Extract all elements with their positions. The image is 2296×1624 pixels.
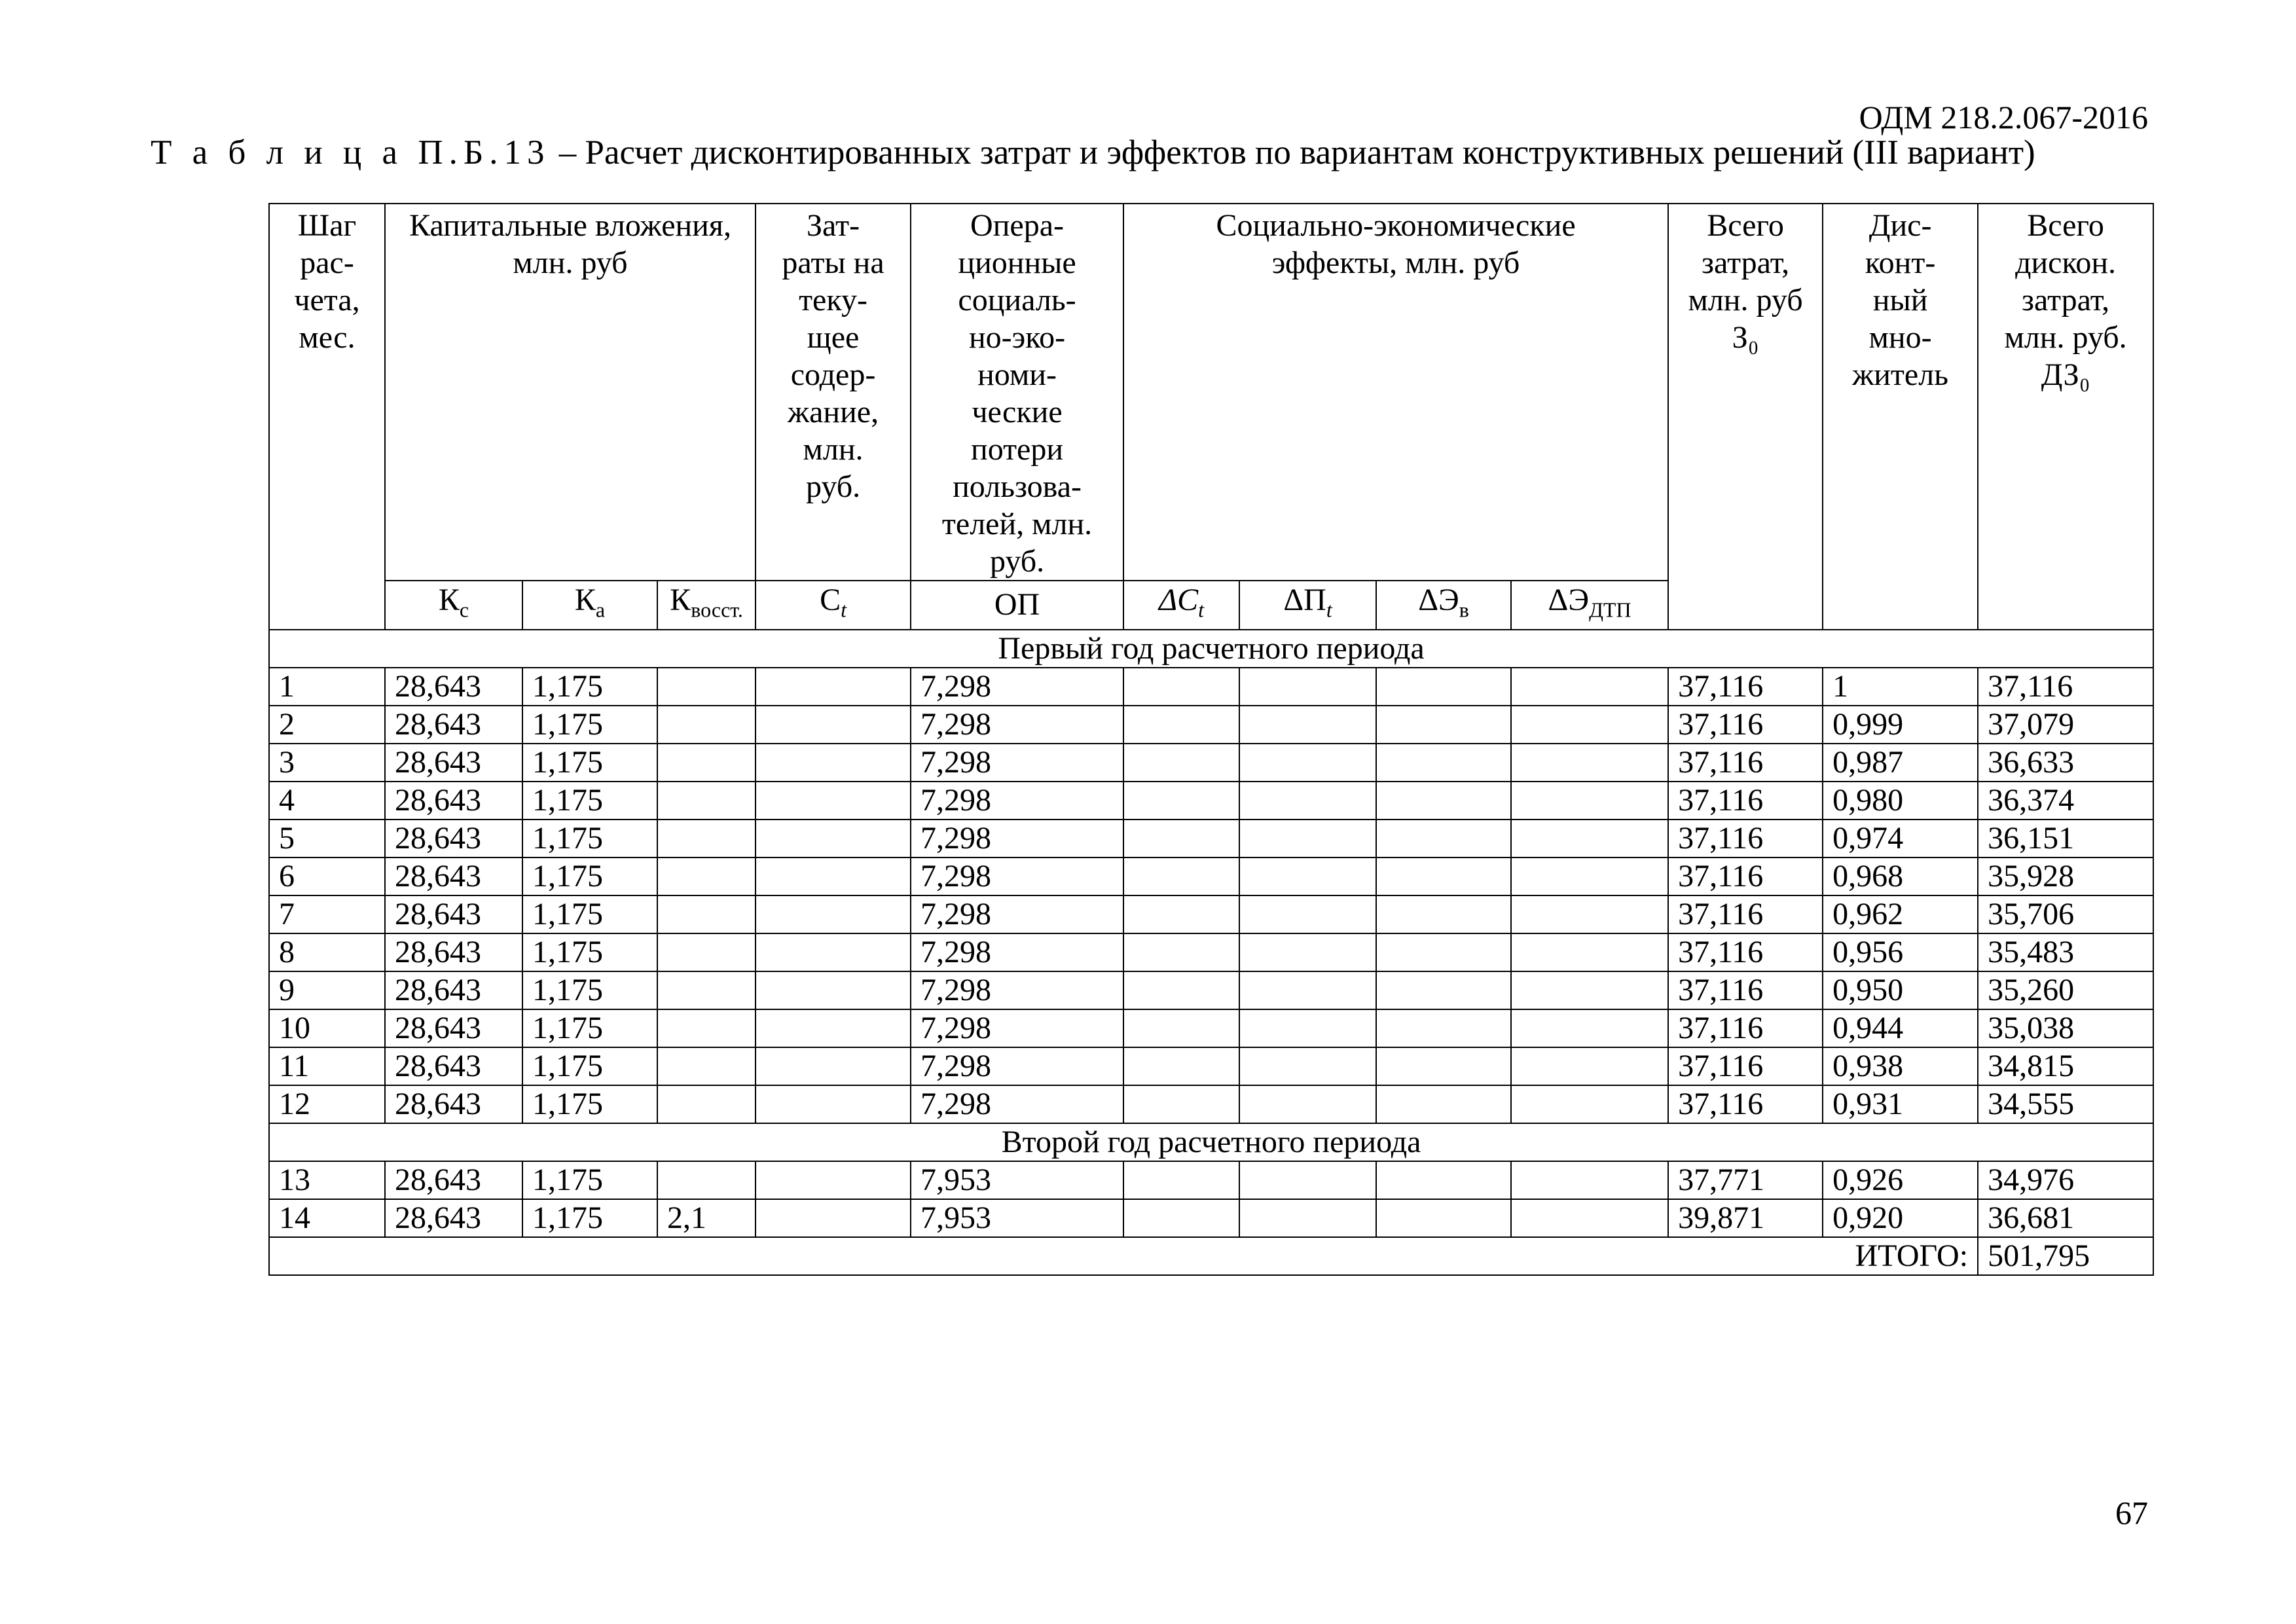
cell-ka: 1,175 bbox=[522, 857, 657, 895]
cell-empty bbox=[1511, 933, 1668, 971]
cell-df: 0,962 bbox=[1823, 895, 1978, 933]
cell-empty bbox=[1123, 782, 1239, 820]
cell-step: 10 bbox=[269, 1009, 385, 1047]
cell-dz0: 36,151 bbox=[1978, 820, 2153, 857]
header-line: Социально-экономические bbox=[1216, 208, 1576, 243]
cell-z0: 37,116 bbox=[1668, 744, 1823, 782]
cell-empty bbox=[1376, 933, 1511, 971]
cell-empty bbox=[1239, 820, 1376, 857]
cell-empty bbox=[1123, 933, 1239, 971]
cell-z0: 37,116 bbox=[1668, 668, 1823, 706]
cell-step: 5 bbox=[269, 820, 385, 857]
cell-empty bbox=[1511, 706, 1668, 744]
header-line: но-эко- bbox=[968, 320, 1066, 355]
cell-empty bbox=[1239, 1161, 1376, 1199]
total-row bbox=[269, 1237, 2153, 1275]
table-body bbox=[269, 630, 2153, 1275]
header-line: Всего bbox=[1707, 208, 1784, 243]
cell-z0: 37,116 bbox=[1668, 895, 1823, 933]
cell-kc: 28,643 bbox=[385, 857, 522, 895]
header-line: руб. bbox=[989, 544, 1045, 579]
cell-empty bbox=[1239, 668, 1376, 706]
cell-op: 7,298 bbox=[911, 820, 1123, 857]
cell-op: 7,298 bbox=[911, 706, 1123, 744]
header-line: Капитальные вложения, bbox=[409, 208, 731, 243]
cell-ct bbox=[756, 1085, 911, 1123]
header-line: Шаг bbox=[297, 208, 357, 243]
cell-empty bbox=[1376, 1199, 1511, 1237]
cell-empty bbox=[1239, 1009, 1376, 1047]
header-line: чета, bbox=[294, 283, 360, 317]
cell-empty bbox=[1123, 857, 1239, 895]
cell-step: 7 bbox=[269, 895, 385, 933]
cell-ct bbox=[756, 668, 911, 706]
cell-ka: 1,175 bbox=[522, 1009, 657, 1047]
cell-z0: 37,116 bbox=[1668, 1009, 1823, 1047]
cell-dz0: 35,483 bbox=[1978, 933, 2153, 971]
cell-empty bbox=[1376, 668, 1511, 706]
header-line: млн. руб bbox=[513, 245, 628, 280]
table-row bbox=[269, 857, 2153, 895]
cell-empty bbox=[1123, 668, 1239, 706]
cell-kv bbox=[657, 1085, 756, 1123]
cell-op: 7,298 bbox=[911, 895, 1123, 933]
cell-kv bbox=[657, 706, 756, 744]
cell-empty bbox=[1123, 706, 1239, 744]
subheader-delta-ev: $\Delta Э_в$ bbox=[1376, 581, 1511, 630]
cell-ct bbox=[756, 895, 911, 933]
cell-ct bbox=[756, 782, 911, 820]
cell-op: 7,298 bbox=[911, 857, 1123, 895]
table-row bbox=[269, 971, 2153, 1009]
cell-kc: 28,643 bbox=[385, 1085, 522, 1123]
subheader-delta-pt: $\Delta П_t$ bbox=[1239, 581, 1376, 630]
header-step bbox=[269, 204, 385, 630]
cell-ct bbox=[756, 820, 911, 857]
cell-kc: 28,643 bbox=[385, 820, 522, 857]
cell-kc: 28,643 bbox=[385, 1199, 522, 1237]
cell-kv bbox=[657, 1009, 756, 1047]
cell-empty bbox=[1376, 820, 1511, 857]
cell-step: 4 bbox=[269, 782, 385, 820]
subheader-ka: $К_а$ bbox=[522, 581, 657, 630]
cell-kv bbox=[657, 1047, 756, 1085]
cell-z0: 37,116 bbox=[1668, 782, 1823, 820]
subheader-ct: $С_t$ bbox=[756, 581, 911, 630]
cell-ct bbox=[756, 1047, 911, 1085]
cell-df: 0,956 bbox=[1823, 933, 1978, 971]
cell-dz0: 35,928 bbox=[1978, 857, 2153, 895]
cell-kv: 2,1 bbox=[657, 1199, 756, 1237]
header-line: ционные bbox=[958, 245, 1076, 280]
cell-empty bbox=[1239, 744, 1376, 782]
table-row bbox=[269, 1199, 2153, 1237]
header-line: Опера- bbox=[970, 208, 1064, 243]
cell-ka: 1,175 bbox=[522, 1085, 657, 1123]
header-line: рас- bbox=[300, 245, 354, 280]
cell-empty bbox=[1239, 1199, 1376, 1237]
cell-z0: 39,871 bbox=[1668, 1199, 1823, 1237]
cell-ka: 1,175 bbox=[522, 933, 657, 971]
cell-empty bbox=[1511, 1009, 1668, 1047]
cell-df: 0,950 bbox=[1823, 971, 1978, 1009]
cell-z0: 37,116 bbox=[1668, 1085, 1823, 1123]
cell-kc: 28,643 bbox=[385, 744, 522, 782]
cell-step: 2 bbox=[269, 706, 385, 744]
cell-empty bbox=[1511, 744, 1668, 782]
cell-z0: 37,116 bbox=[1668, 971, 1823, 1009]
cell-empty bbox=[1123, 820, 1239, 857]
header-line: житель bbox=[1852, 357, 1949, 392]
table-caption-text: – Расчет дисконтированных затрат и эффектов по вариантам конструктивных решений (III вариант) bbox=[550, 134, 2035, 171]
cell-empty bbox=[1239, 1085, 1376, 1123]
discounted-costs-table bbox=[268, 203, 2154, 1276]
header-line: Всего bbox=[2027, 208, 2104, 243]
cell-kv bbox=[657, 668, 756, 706]
total-label: ИТОГО: bbox=[269, 1237, 1978, 1275]
header-operational-losses bbox=[911, 204, 1123, 581]
header-line: мно- bbox=[1868, 320, 1932, 355]
header-line: потери bbox=[971, 432, 1064, 467]
section-title: Второй год расчетного периода bbox=[269, 1123, 2153, 1161]
table-row bbox=[269, 782, 2153, 820]
cell-empty bbox=[1376, 1161, 1511, 1199]
cell-step: 12 bbox=[269, 1085, 385, 1123]
cell-kc: 28,643 bbox=[385, 933, 522, 971]
cell-ka: 1,175 bbox=[522, 706, 657, 744]
cell-ka: 1,175 bbox=[522, 668, 657, 706]
total-value: 501,795 bbox=[1978, 1237, 2153, 1275]
cell-empty bbox=[1376, 895, 1511, 933]
cell-op: 7,953 bbox=[911, 1161, 1123, 1199]
header-line: Дис- bbox=[1868, 208, 1932, 243]
cell-dz0: 34,976 bbox=[1978, 1161, 2153, 1199]
header-line: щее bbox=[807, 320, 860, 355]
cell-kc: 28,643 bbox=[385, 1161, 522, 1199]
table-row bbox=[269, 1047, 2153, 1085]
cell-z0: 37,116 bbox=[1668, 857, 1823, 895]
cell-ka: 1,175 bbox=[522, 744, 657, 782]
cell-step: 1 bbox=[269, 668, 385, 706]
cell-empty bbox=[1239, 857, 1376, 895]
header-socio-economic-effects bbox=[1123, 204, 1668, 581]
cell-empty bbox=[1511, 971, 1668, 1009]
cell-step: 8 bbox=[269, 933, 385, 971]
cell-df: 1 bbox=[1823, 668, 1978, 706]
header-line: затрат, bbox=[2022, 283, 2110, 317]
cell-ka: 1,175 bbox=[522, 1199, 657, 1237]
cell-empty bbox=[1511, 895, 1668, 933]
cell-dz0: 35,706 bbox=[1978, 895, 2153, 933]
header-line: ческие bbox=[972, 395, 1063, 429]
cell-empty bbox=[1511, 1161, 1668, 1199]
cell-ct bbox=[756, 1009, 911, 1047]
header-line: млн. руб bbox=[1688, 283, 1803, 317]
header-line: содер- bbox=[790, 357, 876, 392]
cell-dz0: 37,079 bbox=[1978, 706, 2153, 744]
header-line: конт- bbox=[1865, 245, 1936, 280]
section-row-year-2 bbox=[269, 1123, 2153, 1161]
header-line: теку- bbox=[799, 283, 867, 317]
table-row bbox=[269, 1009, 2153, 1047]
section-title: Первый год расчетного периода bbox=[269, 630, 2153, 668]
cell-op: 7,298 bbox=[911, 668, 1123, 706]
cell-op: 7,298 bbox=[911, 971, 1123, 1009]
cell-ka: 1,175 bbox=[522, 895, 657, 933]
table-row bbox=[269, 744, 2153, 782]
cell-op: 7,298 bbox=[911, 1047, 1123, 1085]
cell-step: 6 bbox=[269, 857, 385, 895]
cell-ct bbox=[756, 1161, 911, 1199]
header-line: пользова- bbox=[953, 469, 1082, 504]
cell-step: 3 bbox=[269, 744, 385, 782]
cell-ka: 1,175 bbox=[522, 971, 657, 1009]
header-discount-factor bbox=[1823, 204, 1978, 630]
header-line: Зат- bbox=[806, 208, 860, 243]
cell-df: 0,999 bbox=[1823, 706, 1978, 744]
cell-dz0: 36,633 bbox=[1978, 744, 2153, 782]
header-line: мес. bbox=[299, 320, 355, 355]
cell-z0: 37,116 bbox=[1668, 1047, 1823, 1085]
table-row bbox=[269, 933, 2153, 971]
cell-dz0: 34,815 bbox=[1978, 1047, 2153, 1085]
cell-empty bbox=[1239, 1047, 1376, 1085]
table-row bbox=[269, 706, 2153, 744]
cell-df: 0,974 bbox=[1823, 820, 1978, 857]
cell-dz0: 35,038 bbox=[1978, 1009, 2153, 1047]
cell-empty bbox=[1239, 971, 1376, 1009]
header-line: социаль- bbox=[958, 283, 1076, 317]
cell-df: 0,931 bbox=[1823, 1085, 1978, 1123]
cell-dz0: 35,260 bbox=[1978, 971, 2153, 1009]
cell-kc: 28,643 bbox=[385, 895, 522, 933]
cell-df: 0,980 bbox=[1823, 782, 1978, 820]
cell-empty bbox=[1511, 782, 1668, 820]
cell-empty bbox=[1376, 706, 1511, 744]
header-line: ДЗ₀ bbox=[2041, 357, 2090, 392]
cell-dz0: 36,374 bbox=[1978, 782, 2153, 820]
cell-empty bbox=[1511, 1047, 1668, 1085]
cell-empty bbox=[1123, 1047, 1239, 1085]
cell-empty bbox=[1123, 1085, 1239, 1123]
section-row-year-1 bbox=[269, 630, 2153, 668]
cell-kc: 28,643 bbox=[385, 1047, 522, 1085]
header-line: телей, млн. bbox=[941, 507, 1093, 541]
cell-kc: 28,643 bbox=[385, 782, 522, 820]
cell-kv bbox=[657, 933, 756, 971]
cell-dz0: 34,555 bbox=[1978, 1085, 2153, 1123]
cell-df: 0,944 bbox=[1823, 1009, 1978, 1047]
cell-empty bbox=[1511, 857, 1668, 895]
subheader-delta-edtp: $\Delta Э_{ДТП}$ bbox=[1511, 581, 1668, 630]
cell-dz0: 37,116 bbox=[1978, 668, 2153, 706]
header-line: млн. bbox=[803, 432, 864, 467]
cell-empty bbox=[1376, 971, 1511, 1009]
header-current-maintenance bbox=[756, 204, 911, 581]
table-caption bbox=[151, 133, 2035, 172]
cell-step: 9 bbox=[269, 971, 385, 1009]
cell-kv bbox=[657, 1161, 756, 1199]
cell-kc: 28,643 bbox=[385, 1009, 522, 1047]
cell-df: 0,987 bbox=[1823, 744, 1978, 782]
cell-df: 0,968 bbox=[1823, 857, 1978, 895]
cell-kv bbox=[657, 744, 756, 782]
cell-kv bbox=[657, 895, 756, 933]
cell-step: 13 bbox=[269, 1161, 385, 1199]
cell-empty bbox=[1123, 1009, 1239, 1047]
cell-ct bbox=[756, 933, 911, 971]
table-row bbox=[269, 668, 2153, 706]
cell-empty bbox=[1239, 895, 1376, 933]
subheader-kc: $К_с$ bbox=[385, 581, 522, 630]
cell-empty bbox=[1123, 744, 1239, 782]
header-line: млн. руб. bbox=[2004, 320, 2127, 355]
header-line: жание, bbox=[787, 395, 879, 429]
cell-empty bbox=[1376, 1009, 1511, 1047]
cell-kv bbox=[657, 857, 756, 895]
cell-empty bbox=[1376, 1047, 1511, 1085]
table-row bbox=[269, 1085, 2153, 1123]
cell-empty bbox=[1511, 1199, 1668, 1237]
cell-op: 7,298 bbox=[911, 744, 1123, 782]
cell-kc: 28,643 bbox=[385, 668, 522, 706]
cell-empty bbox=[1239, 706, 1376, 744]
page-number: 67 bbox=[2115, 1494, 2148, 1531]
cell-z0: 37,116 bbox=[1668, 820, 1823, 857]
subheader-k-vosst: $К_{восст.}$ bbox=[657, 581, 756, 630]
cell-z0: 37,771 bbox=[1668, 1161, 1823, 1199]
cell-ka: 1,175 bbox=[522, 1161, 657, 1199]
cell-kv bbox=[657, 971, 756, 1009]
header-total-costs bbox=[1668, 204, 1823, 630]
cell-empty bbox=[1376, 782, 1511, 820]
cell-op: 7,953 bbox=[911, 1199, 1123, 1237]
document-code: ОДМ 218.2.067-2016 bbox=[1859, 99, 2148, 135]
cell-z0: 37,116 bbox=[1668, 933, 1823, 971]
cell-ct bbox=[756, 706, 911, 744]
cell-empty bbox=[1511, 668, 1668, 706]
cell-df: 0,938 bbox=[1823, 1047, 1978, 1085]
cell-dz0: 36,681 bbox=[1978, 1199, 2153, 1237]
header-line: ный bbox=[1872, 283, 1928, 317]
cell-ct bbox=[756, 857, 911, 895]
table-caption-label: Т а б л и ц а П.Б.13 bbox=[151, 134, 551, 171]
header-line: руб. bbox=[805, 469, 861, 504]
cell-op: 7,298 bbox=[911, 1009, 1123, 1047]
header-total-discounted-costs bbox=[1978, 204, 2153, 630]
header-line: эффекты, млн. руб bbox=[1271, 245, 1520, 280]
cell-empty bbox=[1123, 971, 1239, 1009]
cell-ct bbox=[756, 744, 911, 782]
cell-empty bbox=[1376, 1085, 1511, 1123]
header-line: раты на bbox=[782, 245, 884, 280]
cell-op: 7,298 bbox=[911, 1085, 1123, 1123]
cell-empty bbox=[1239, 933, 1376, 971]
cell-df: 0,926 bbox=[1823, 1161, 1978, 1199]
cell-kc: 28,643 bbox=[385, 971, 522, 1009]
cell-ka: 1,175 bbox=[522, 782, 657, 820]
cell-df: 0,920 bbox=[1823, 1199, 1978, 1237]
cell-empty bbox=[1376, 857, 1511, 895]
cell-kv bbox=[657, 782, 756, 820]
cell-ct bbox=[756, 971, 911, 1009]
cell-step: 14 bbox=[269, 1199, 385, 1237]
cell-ct bbox=[756, 1199, 911, 1237]
cell-op: 7,298 bbox=[911, 933, 1123, 971]
header-capital-investments bbox=[385, 204, 756, 581]
subheader-op: ОП bbox=[911, 581, 1123, 630]
header-line: затрат, bbox=[1702, 245, 1790, 280]
cell-empty bbox=[1123, 895, 1239, 933]
table-row bbox=[269, 1161, 2153, 1199]
header-line: дискон. bbox=[2015, 245, 2117, 280]
cell-empty bbox=[1239, 782, 1376, 820]
cell-kv bbox=[657, 820, 756, 857]
cell-empty bbox=[1511, 1085, 1668, 1123]
cell-z0: 37,116 bbox=[1668, 706, 1823, 744]
cell-empty bbox=[1123, 1199, 1239, 1237]
cell-op: 7,298 bbox=[911, 782, 1123, 820]
cell-kc: 28,643 bbox=[385, 706, 522, 744]
cell-ka: 1,175 bbox=[522, 1047, 657, 1085]
header-line: З₀ bbox=[1732, 320, 1759, 355]
cell-ka: 1,175 bbox=[522, 820, 657, 857]
cell-empty bbox=[1511, 820, 1668, 857]
cell-step: 11 bbox=[269, 1047, 385, 1085]
cell-empty bbox=[1376, 744, 1511, 782]
subheader-delta-ct: $\Delta C_t$ bbox=[1123, 581, 1239, 630]
header-line: номи- bbox=[977, 357, 1057, 392]
cell-empty bbox=[1123, 1161, 1239, 1199]
table-row bbox=[269, 820, 2153, 857]
table-row bbox=[269, 895, 2153, 933]
